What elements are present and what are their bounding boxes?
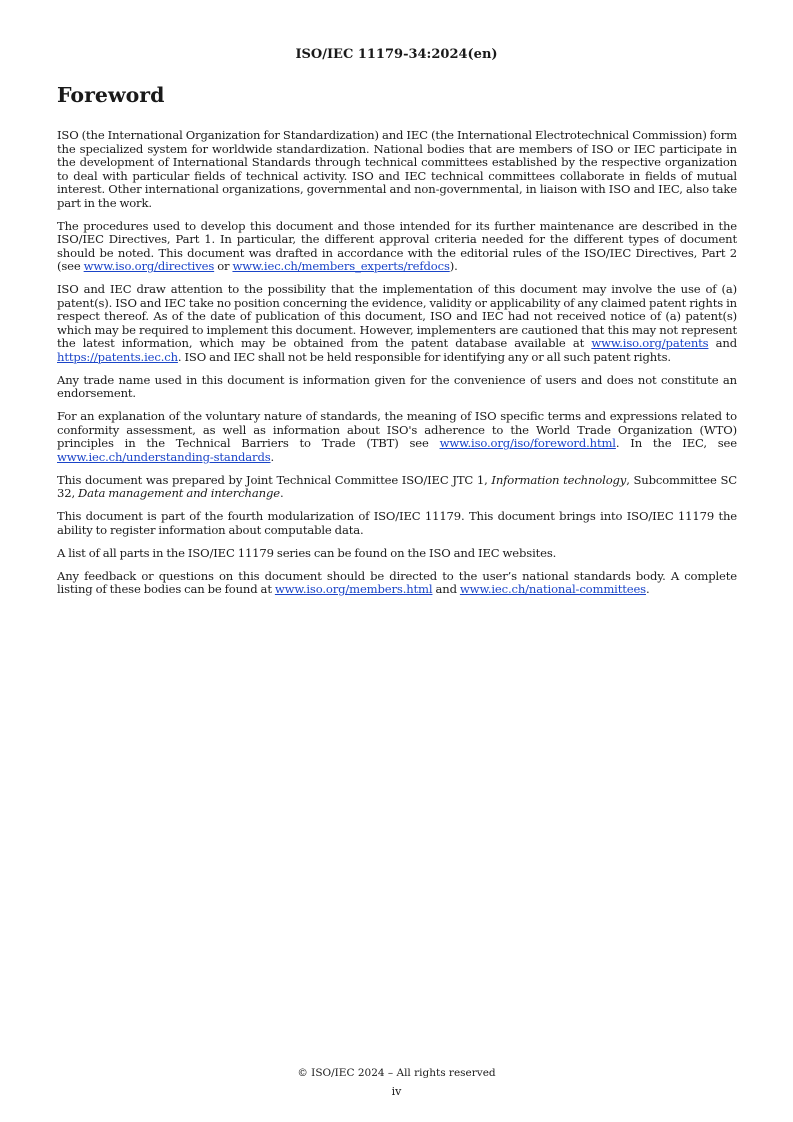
paragraph-7-text: This document is part of the fourth modularization of ISO/IEC 11179. This document brings into ISO/IEC 11179 the ability to register information about computable data. bbox=[57, 509, 737, 537]
paragraph-6 bbox=[57, 474, 737, 501]
paragraph-6-text-c: . bbox=[279, 486, 284, 500]
committee-name-italic: Information technology bbox=[491, 472, 627, 487]
paragraph-7 bbox=[57, 510, 737, 537]
subcommittee-name-italic: Data management and interchange bbox=[78, 486, 280, 500]
page-footer bbox=[0, 1066, 793, 1099]
paragraph-2-text-b: or bbox=[214, 259, 233, 273]
paragraph-3 bbox=[57, 283, 737, 364]
paragraph-3-text-c: . ISO and IEC shall not be held responsible for identifying any or all such patent rights. bbox=[177, 349, 671, 364]
paragraph-1-text: ISO (the International Organization for Standardization) and IEC (the International Electrotechnical Commission) form the specialized system for worldwide standardization. National bodies that are members of ISO or IEC participate in the development of International Standards through technical committees established by the respective organization to deal with particular fields of technical activity. ISO and IEC technical committees collaborate in fields of mutual interest. Other international organizations, governmental and non-governmental, in liaison with ISO and IEC, also take part in the work. bbox=[57, 128, 737, 210]
paragraph-1 bbox=[57, 129, 737, 210]
paragraph-6-text-b: , Subcommittee SC 32, bbox=[57, 472, 738, 500]
page-number: iv bbox=[391, 1085, 402, 1098]
paragraph-5-text-c: . bbox=[270, 449, 275, 464]
copyright-notice: © ISO/IEC 2024 – All rights reserved bbox=[297, 1067, 496, 1079]
page-title: Foreword bbox=[57, 83, 165, 107]
iec-patents-link[interactable]: https://patents.iec.ch bbox=[57, 349, 178, 364]
paragraph-2 bbox=[57, 220, 737, 274]
iso-foreword-link[interactable]: www.iso.org/iso/foreword.html bbox=[439, 436, 616, 450]
paragraph-2-text-c: ). bbox=[449, 259, 458, 273]
paragraph-8-text: A list of all parts in the ISO/IEC 11179 series can be found on the ISO and IEC websites. bbox=[57, 545, 557, 560]
iec-refdocs-link[interactable]: www.iec.ch/members_experts/refdocs bbox=[232, 259, 450, 273]
iec-national-committees-link[interactable]: www.iec.ch/national-committees bbox=[459, 582, 646, 596]
iec-understanding-standards-link[interactable]: www.iec.ch/understanding-standards bbox=[57, 449, 271, 464]
paragraph-3-text-b: and bbox=[708, 336, 737, 350]
paragraph-5 bbox=[57, 410, 737, 464]
foreword-body bbox=[57, 129, 737, 606]
paragraph-6-text-a: This document was prepared by Joint Technical Committee ISO/IEC JTC 1, bbox=[57, 472, 492, 487]
paragraph-2-text-a: The procedures used to develop this document and those intended for its further maintenance are described in the ISO/IEC Directives, Part 1. In particular, the different approval criteria needed for the different types of document should be noted. This document was drafted in accordance with the editorial rules of the ISO/IEC Directives, Part 2 (see bbox=[57, 218, 737, 273]
paragraph-9-text-c: . bbox=[645, 582, 650, 596]
iso-directives-link[interactable]: www.iso.org/directives bbox=[83, 259, 215, 273]
paragraph-9-text-b: and bbox=[432, 582, 460, 596]
paragraph-9 bbox=[57, 570, 737, 597]
paragraph-8 bbox=[57, 547, 737, 561]
paragraph-5-text-a: For an explanation of the voluntary nature of standards, the meaning of ISO specific terms and expressions related to conformity assessment, as well as information about ISO's adherence to the World Trade Organization (WTO) principles in the Technical Barriers to Trade (TBT) see bbox=[57, 409, 737, 450]
paragraph-3-text-a: ISO and IEC draw attention to the possibility that the implementation of this document may involve the use of (a) patent(s). ISO and IEC take no position concerning the evidence, validity or applicability of any claimed patent rights in respect thereof. As of the date of publication of this document, ISO and IEC had not received notice of (a) patent(s) which may be required to implement this document. However, implementers are cautioned that this may not represent the latest information, which may be obtained from the patent database available at bbox=[57, 282, 737, 350]
paragraph-4-text: Any trade name used in this document is information given for the convenience of users and does not constitute an endorsement. bbox=[57, 372, 737, 400]
paragraph-5-text-b: . In the IEC, see bbox=[615, 436, 737, 450]
document-header-id: ISO/IEC 11179-34:2024(en) bbox=[295, 47, 498, 62]
iso-members-link[interactable]: www.iso.org/members.html bbox=[274, 582, 433, 596]
paragraph-4 bbox=[57, 374, 737, 401]
paragraph-9-text-a: Any feedback or questions on this document should be directed to the user’s national standards body. A complete listing of these bodies can be found at bbox=[57, 568, 737, 596]
iso-patents-link[interactable]: www.iso.org/patents bbox=[591, 336, 709, 350]
